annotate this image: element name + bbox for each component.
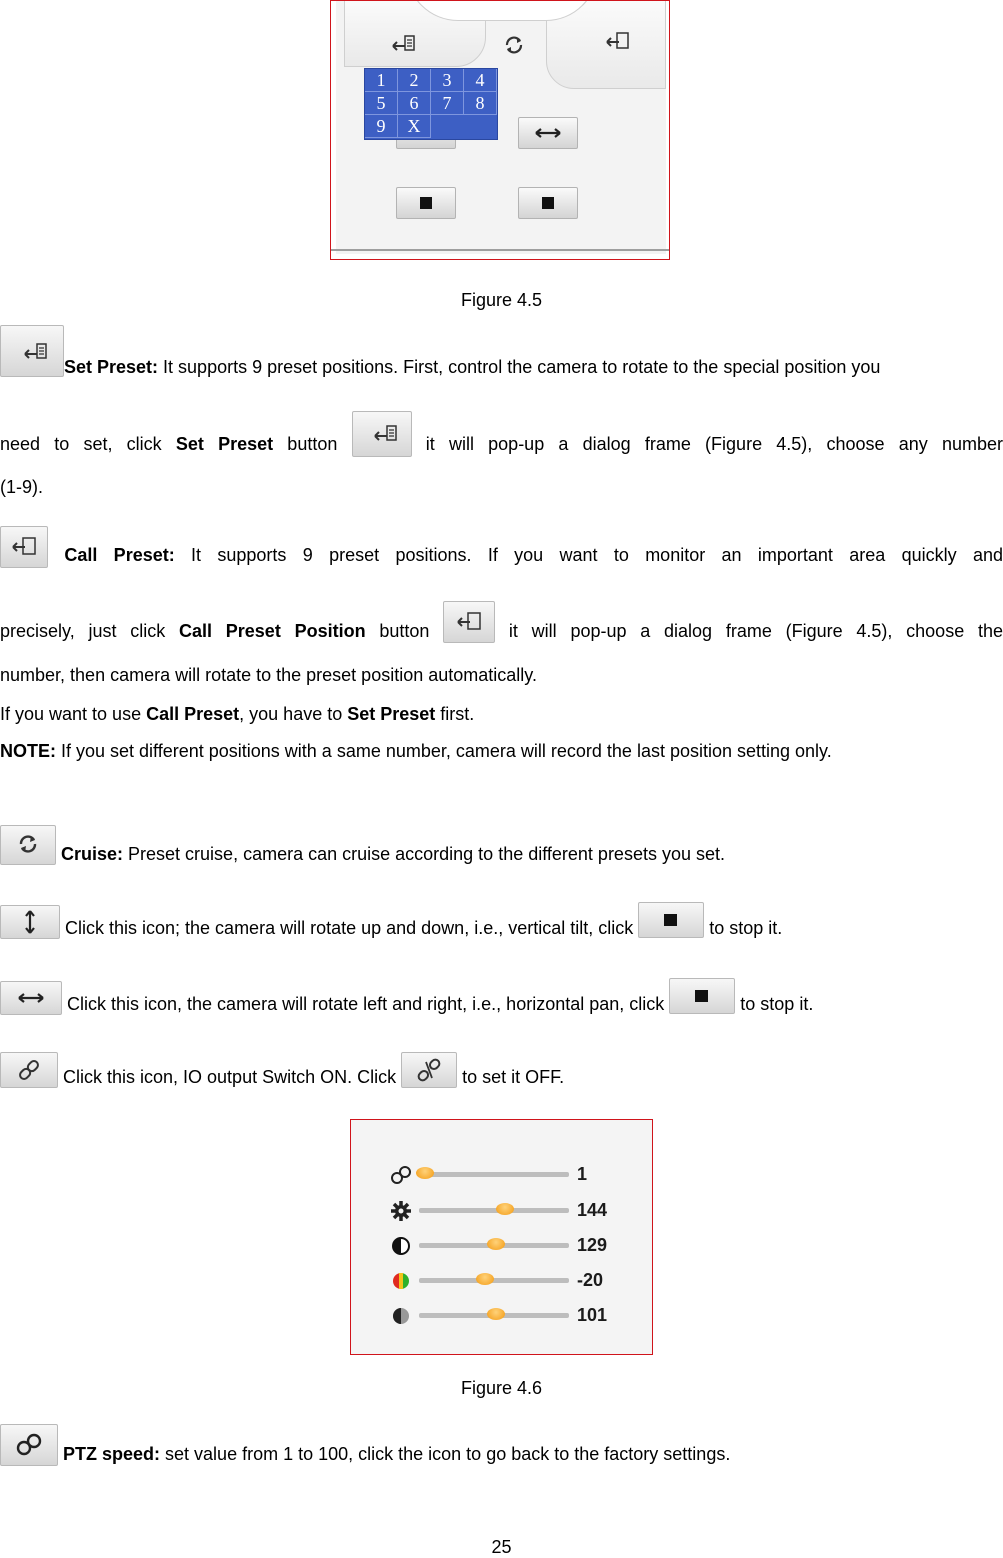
text-span: button — [273, 434, 352, 454]
cruise-icon[interactable] — [502, 33, 526, 57]
preset-number-button[interactable]: 1 — [365, 69, 398, 92]
bold-term: Call Preset — [146, 704, 240, 724]
text-span: If you want to use — [0, 704, 147, 724]
slider-track — [419, 1208, 569, 1213]
text-span: it will pop-up a dialog frame (Figure 4.5), choose any number — [425, 434, 1003, 454]
text-span: Click this icon; the camera will rotate up and down, i.e., vertical tilt, click — [60, 918, 639, 938]
sharpness-icon — [389, 1304, 413, 1328]
set-preset-icon — [391, 32, 417, 54]
slider-knob[interactable] — [487, 1308, 505, 1320]
slider-value: 144 — [577, 1200, 608, 1220]
text-span: to set it OFF. — [462, 1067, 565, 1087]
ptz-speed-icon — [1, 1425, 57, 1465]
text-span: Click this icon, the camera will rotate left and right, i.e., horizontal pan, click — [62, 994, 670, 1014]
text-span: to stop it. — [709, 918, 783, 938]
stop-icon — [420, 197, 432, 209]
set-preset-icon — [1, 326, 63, 376]
saturation-slider[interactable] — [387, 1268, 627, 1294]
preset-number-button[interactable]: 4 — [464, 69, 497, 92]
io-output-line — [0, 1066, 1003, 1088]
vertical-tilt-button[interactable] — [0, 905, 60, 939]
text-span: button — [365, 621, 444, 641]
preset-number-button[interactable]: 8 — [464, 92, 497, 115]
call-preset-button[interactable] — [0, 526, 48, 568]
slider-knob[interactable] — [476, 1273, 494, 1285]
stop-button[interactable] — [638, 902, 704, 938]
cruise-icon — [1, 826, 55, 864]
figure-4-6 — [350, 1119, 653, 1355]
ptz-speed-icon — [389, 1163, 413, 1187]
text-span: Click this icon, IO output Switch ON. Click — [58, 1067, 402, 1087]
set-preset-button[interactable] — [0, 325, 64, 377]
ptz-speed-text: set value from 1 to 100, click the icon to go back to the factory settings. — [160, 1444, 731, 1464]
horizontal-arrows-icon — [1, 982, 61, 1014]
slider-knob[interactable] — [496, 1203, 514, 1215]
horizontal-pan-button[interactable] — [518, 117, 578, 149]
text-span: first. — [435, 704, 475, 724]
set-preset-icon — [353, 412, 411, 456]
horizontal-arrows-icon — [519, 118, 577, 148]
bold-term: Set Preset — [175, 434, 274, 454]
preset-number-button[interactable]: 3 — [431, 69, 464, 92]
text-span: need to set, click — [0, 434, 176, 454]
text-span: it will pop-up a dialog frame (Figure 4.5), choose the — [508, 621, 1003, 641]
set-preset-title: Set Preset: — [64, 357, 159, 377]
link-icon — [1, 1053, 57, 1087]
ptz-control-panel — [336, 0, 666, 254]
horizontal-pan-button[interactable] — [0, 981, 62, 1015]
stop-button[interactable] — [669, 978, 735, 1014]
figure-caption: Figure 4.5 — [460, 290, 543, 310]
set-preset-paragraph-line-2 — [0, 433, 1003, 457]
cruise-button[interactable] — [0, 825, 56, 865]
slider-value: -20 — [577, 1270, 604, 1290]
ptz-speed-title: PTZ speed: — [63, 1444, 161, 1464]
stop-pan-button[interactable] — [518, 187, 578, 219]
page-number: 25 — [491, 1537, 512, 1557]
vertical-arrows-icon — [1, 906, 59, 938]
cruise-title: Cruise: — [61, 844, 124, 864]
slider-track — [419, 1278, 569, 1283]
stop-icon — [542, 197, 554, 209]
horizontal-pan-line — [0, 993, 1003, 1015]
saturation-icon — [389, 1269, 413, 1293]
text-span: to stop it. — [740, 994, 814, 1014]
call-preset-icon — [605, 30, 631, 52]
note-line — [0, 740, 1003, 762]
preset-number-button[interactable]: 9 — [365, 115, 398, 138]
cruise-line — [0, 843, 1003, 865]
unlink-icon — [402, 1053, 456, 1087]
contrast-icon — [389, 1234, 413, 1258]
stop-icon — [664, 914, 677, 926]
ptz-speed-slider[interactable] — [387, 1162, 627, 1188]
slider-value: 129 — [577, 1235, 608, 1255]
call-preset-icon — [1, 527, 47, 567]
text-span: precisely, just click — [0, 621, 179, 641]
bold-term: Call Preset Position — [179, 621, 366, 641]
slider-knob[interactable] — [487, 1238, 505, 1250]
stop-icon — [695, 990, 708, 1002]
brightness-slider[interactable] — [387, 1198, 627, 1224]
gear-icon — [389, 1199, 413, 1223]
preset-number-dialog — [364, 68, 498, 140]
ptz-speed-button[interactable] — [0, 1424, 58, 1466]
text-span: It supports 9 preset positions. If you want to monitor an important area quickly and — [174, 545, 1003, 565]
close-preset-dialog-button[interactable]: X — [398, 115, 431, 138]
figure-caption: Figure 4.6 — [460, 1378, 543, 1398]
slider-knob[interactable] — [416, 1167, 434, 1179]
vertical-tilt-line — [0, 917, 1003, 939]
io-on-button[interactable] — [0, 1052, 58, 1088]
call-preset-paragraph-line-3: number, then camera will rotate to the preset position automatically. — [0, 665, 537, 685]
sharpness-slider[interactable] — [387, 1303, 627, 1329]
if-you-want-line — [0, 703, 1003, 725]
contrast-slider[interactable] — [387, 1233, 627, 1259]
call-preset-title: Call Preset: — [64, 545, 175, 565]
set-preset-paragraph-line-1 — [0, 356, 1003, 378]
preset-number-button[interactable]: 6 — [398, 92, 431, 115]
text-span: , you have to — [239, 704, 348, 724]
slider-value: 101 — [577, 1305, 608, 1325]
panel-divider — [331, 249, 670, 251]
stop-tilt-button[interactable] — [396, 187, 456, 219]
note-text: If you set different positions with a same number, camera will record the last position setting only. — [56, 741, 832, 761]
set-preset-button[interactable] — [352, 411, 412, 457]
call-preset-paragraph-line-2 — [0, 620, 1003, 643]
cruise-text: Preset cruise, camera can cruise according to the different presets you set. — [123, 844, 725, 864]
set-preset-text: It supports 9 preset positions. First, control the camera to rotate to the special position you — [158, 357, 881, 377]
bold-term: Set Preset — [347, 704, 436, 724]
slider-value: 1 — [577, 1164, 588, 1184]
ptz-speed-line — [0, 1443, 1003, 1466]
slider-track — [419, 1172, 569, 1177]
figure-4-5 — [330, 0, 670, 260]
call-preset-paragraph-line-1 — [0, 544, 1003, 568]
note-label: NOTE: — [0, 741, 56, 761]
io-off-button[interactable] — [401, 1052, 457, 1088]
preset-number-button[interactable]: 5 — [365, 92, 398, 115]
call-preset-button[interactable] — [443, 601, 495, 643]
preset-number-button[interactable]: 2 — [398, 69, 431, 92]
preset-number-button[interactable]: 7 — [431, 92, 464, 115]
set-preset-paragraph-line-3: (1-9). — [0, 477, 44, 497]
call-preset-icon — [444, 602, 494, 642]
